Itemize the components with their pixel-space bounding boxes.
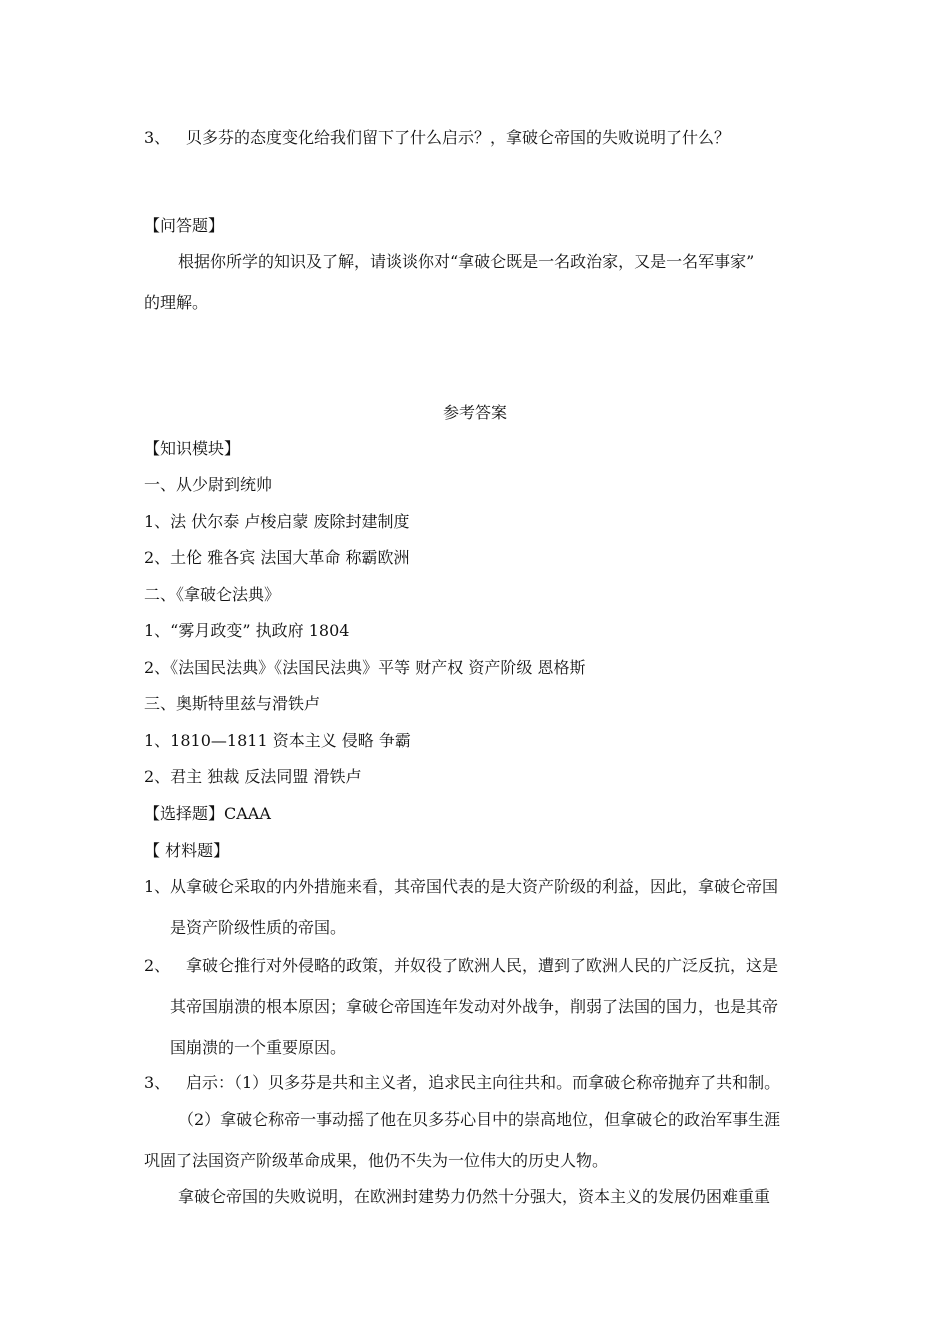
material-2-line-3: 国崩溃的一个重要原因。: [170, 1038, 347, 1057]
section-3-item-2: 2、君主 独裁 反法同盟 滑铁卢: [144, 767, 362, 786]
material-1-line-1: 从拿破仑采取的内外措施来看，其帝国代表的是大资产阶级的利益，因此，拿破仑帝国: [170, 877, 779, 896]
material-1-number: 1、: [144, 877, 171, 896]
material-3-line-4: 拿破仑帝国的失败说明，在欧洲封建势力仍然十分强大，资本主义的发展仍困难重重: [178, 1187, 771, 1206]
section-1-item-1: 1、法 伏尔泰 卢梭启蒙 废除封建制度: [144, 512, 410, 531]
section-1-item-2: 2、土伦 雅各宾 法国大革命 称霸欧洲: [144, 548, 410, 567]
material-1-line-2: 是资产阶级性质的帝国。: [170, 918, 347, 937]
section-3-item-1: 1、1810—1811 资本主义 侵略 争霸: [144, 731, 411, 750]
section-3-title: 三、奥斯特里兹与滑铁卢: [144, 694, 321, 713]
wenda-heading: 【问答题】: [144, 216, 225, 235]
wenda-line-1: 根据你所学的知识及了解，请谈谈你对“拿破仑既是一名政治家，又是一名军事家”: [178, 252, 755, 271]
material-2-line-2: 其帝国崩溃的根本原因；拿破仑帝国连年发动对外战争，削弱了法国的国力，也是其帝: [170, 997, 779, 1016]
material-3-line-1: 启示：（1）贝多芬是共和主义者，追求民主向往共和。而拿破仑称帝抛弃了共和制。: [186, 1073, 781, 1092]
section-2-title: 二、《拿破仑法典》: [144, 585, 281, 604]
material-3-line-3: 巩固了法国资产阶级革命成果，他仍不失为一位伟大的历史人物。: [144, 1151, 609, 1170]
knowledge-heading: 【知识模块】: [144, 439, 241, 458]
section-1-title: 一、从少尉到统帅: [144, 475, 273, 494]
choice-answers: 【选择题】CAAA: [144, 804, 271, 823]
question-3-number: 3、: [144, 128, 171, 147]
section-2-item-2: 2、《法国民法典》《法国民法典》平等 财产权 资产阶级 恩格斯: [144, 658, 586, 677]
material-2-number: 2、: [144, 956, 171, 975]
question-3-text: 贝多芬的态度变化给我们留下了什么启示？，拿破仑帝国的失败说明了什么？: [186, 128, 731, 147]
wenda-line-2: 的理解。: [144, 293, 209, 312]
material-2-line-1: 拿破仑推行对外侵略的政策，并奴役了欧洲人民，遭到了欧洲人民的广泛反抗，这是: [186, 956, 779, 975]
material-3-number: 3、: [144, 1073, 171, 1092]
answers-title: 参考答案: [442, 403, 507, 422]
section-2-item-1: 1、“雾月政变” 执政府 1804: [144, 621, 350, 640]
material-heading: 【 材料题】: [144, 841, 230, 860]
material-3-line-2: （2）拿破仑称帝一事动摇了他在贝多芬心目中的崇高地位，但拿破仑的政治军事生涯: [178, 1110, 781, 1129]
